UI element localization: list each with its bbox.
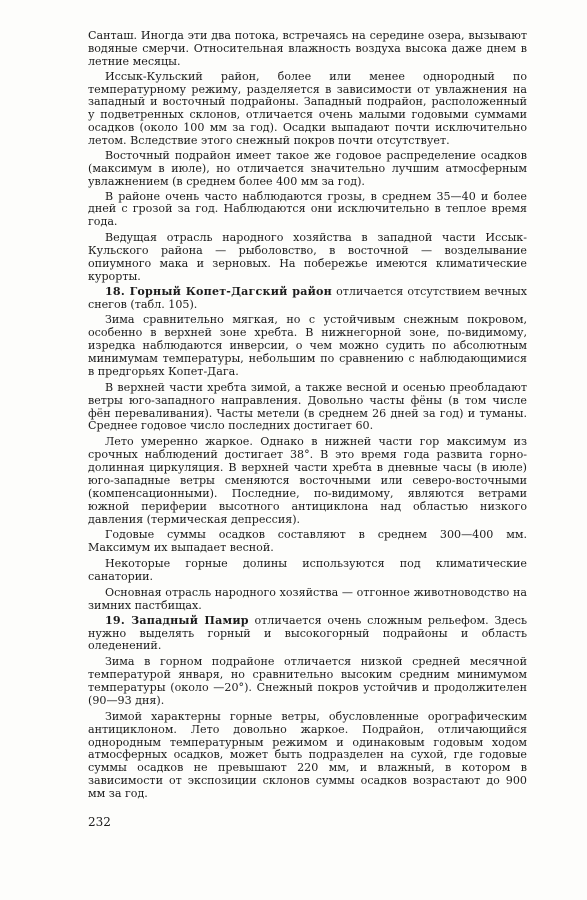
section-18-paragraph: 18. Горный Копет-Дагский район отличается отсутствием вечных снегов (табл. 105).	[88, 284, 527, 311]
paragraph-2: Иссык-Кульский район, более или менее однородный по температурному режиму, разделяется в зависимости от увлажнения на западный и восточный подрайоны. Западный подрайон, расположенный у подветренных склонов, отличается очень малыми годовыми суммами осадков (около 100 мм за год). Осадки выпадают почти исключительно летом. Вследствие этого снежный покров почти отсутствует.	[88, 69, 527, 147]
page-number: 232	[88, 815, 111, 829]
section-heading-18: 18. Горный Копет-Дагский район	[105, 284, 332, 298]
paragraph-14: Зима в горном подрайоне отличается низкой средней месячной температурой января, но сравнительно высоким средним минимумом температуры (около —20°). Снежный покров устойчив и продолжителен (90—93 дня).	[88, 655, 527, 707]
paragraph-12: Основная отрасль народного хозяйства — отгонное животноводство на зимних пастбищах.	[88, 585, 527, 612]
paragraph-10: Годовые суммы осадков составляют в среднем 300—400 мм. Максимум их выпадает весной.	[88, 528, 527, 555]
page-body	[88, 30, 527, 801]
section-heading-19: 19. Западный Памир	[105, 613, 249, 627]
paragraph-1: Санташ. Иногда эти два потока, встречаясь на середине озера, вызывают водяные смерчи. Относительная влажность воздуха высока даже днем в летние месяцы.	[88, 29, 527, 68]
paragraph-5: Ведущая отрасль народного хозяйства в западной части Иссык-Кульского района — рыболовство, в восточной — возделывание опиумного мака и зерновых. На побережье имеются климатические курорты.	[88, 231, 527, 283]
paragraph-7: Зима сравнительно мягкая, но с устойчивым снежным покровом, особенно в верхней зоне хребта. В нижнегорной зоне, по-видимому, изредка наблюдаются инверсии, о чем можно судить по абсолютным минимумам температуры, небольшим по сравнению с наблюдающимися в предгорьях Копет-Дага.	[88, 313, 527, 378]
paragraph-3: Восточный подрайон имеет такое же годовое распределение осадков (максимум в июле), но отличается значительно лучшим атмосферным увлажнением (в среднем более 400 мм за год).	[88, 148, 527, 188]
paragraph-8: В верхней части хребта зимой, а также весной и осенью преобладают ветры юго-западного направления. Довольно часты фёны (в том числе фён переваливания). Часты метели (в среднем 26 дней за год) и туманы. Среднее годовое число последних достигает 60.	[88, 380, 527, 433]
paragraph-9: Лето умеренно жаркое. Однако в нижней части гор максимум из срочных наблюдений достигает 38°. В это время года развита горно-долинная циркуляция. В верхней части хребта в дневные часы (в июле) юго-западные ветры сменяются восточными или северо-восточными (компенсационными). Последние, по-видимому, являются ветрами южной периферии высотного антициклона над областью низкого давления (термическая депрессия).	[88, 435, 527, 526]
paragraph-11: Некоторые горные долины используются под климатические санатории.	[88, 557, 527, 583]
section-19-paragraph: 19. Западный Памир отличается очень сложным рельефом. Здесь нужно выделять горный и высокогорный подрайоны и область оледенений.	[88, 613, 527, 653]
paragraph-4: В районе очень часто наблюдаются грозы, в среднем 35—40 и более дней с грозой за год. Наблюдаются они исключительно в теплое время года.	[88, 189, 527, 229]
paragraph-15: Зимой характерны горные ветры, обусловленные орографическим антициклоном. Лето довольно жаркое. Подрайон, отличающийся однородным температурным режимом и одинаковым годовым ходом атмосферных осадков, может быть подразделен на сухой, где годовые суммы осадков не превышают 220 мм, и влажный, в котором в зависимости от экспозиции склонов суммы осадков возрастают до 900 мм за год.	[88, 709, 527, 800]
